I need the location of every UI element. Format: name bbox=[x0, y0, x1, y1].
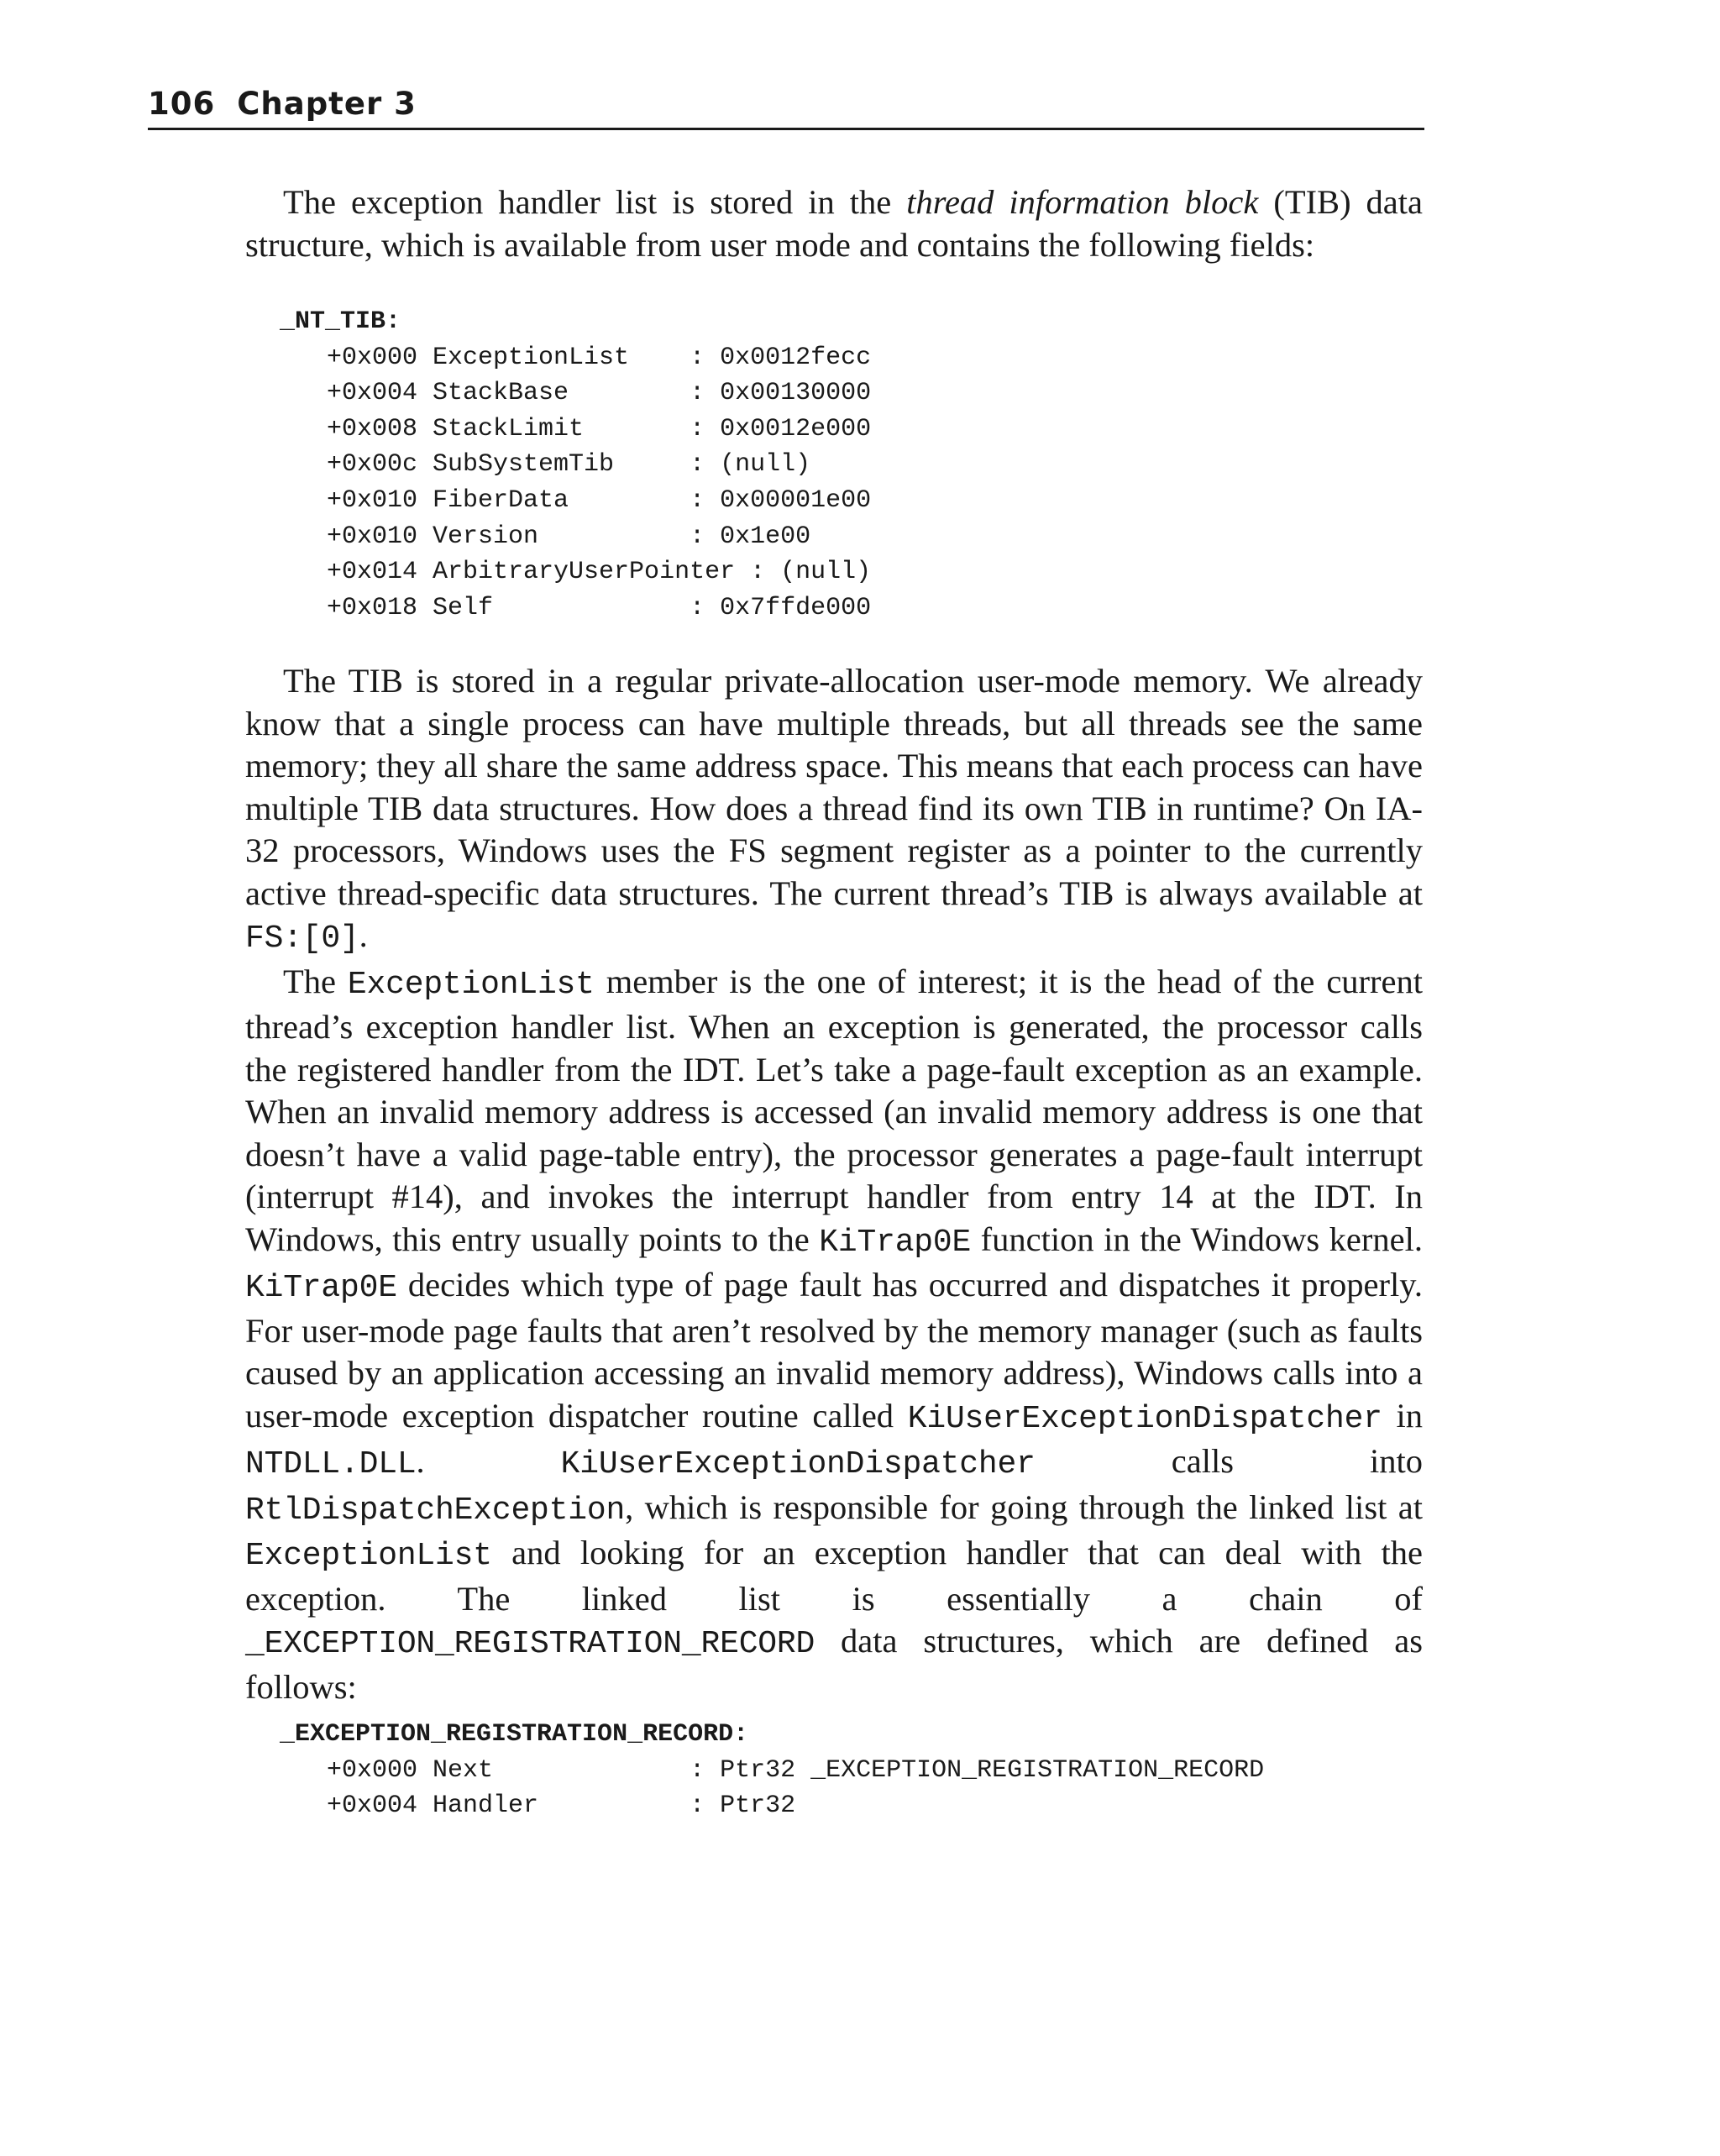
text-run: function in the Windows kernel. bbox=[971, 1220, 1423, 1258]
text-run: decides which type of page fault has occurred and dispatches it properly. For user-mode page faults that aren’t resolved by the memory manager (such as faults caused by an application accessing an invalid memory address), Windows calls into a user-mode exception dispatcher routine called bbox=[245, 1266, 1423, 1435]
text-run: member is the one of interest; it is the head of the current thread’s exception handler list. When an exception is generated, the processor calls the registered handler from the IDT. Let’s take a page-fault exception as an example. When an invalid memory address is accessed (an invalid memory address is one that doesn’t have a valid page-table entry), the processor generates a page-fault interrupt (interrupt #14), and invokes the interrupt handler from entry 14 at the IDT. In Windows, this entry usually points to the bbox=[245, 962, 1424, 1258]
code-line: +0x004 StackBase : 0x00130000 bbox=[327, 379, 872, 408]
text-run: . bbox=[416, 1442, 561, 1480]
code-listing-title: _EXCEPTION_REGISTRATION_RECORD: bbox=[280, 1720, 749, 1749]
text-run: . bbox=[359, 916, 368, 954]
code-line: +0x00c SubSystemTib : (null) bbox=[327, 450, 811, 480]
inline-code: FS:[0] bbox=[245, 921, 359, 957]
text-run: The TIB is stored in a regular private-allocation user-mode memory. We already know that a single process can have multiple threads, but all threads see the same memory; they all share the same address space. This means that each process can have multiple TIB data structures. How does a thread find its own TIB in runtime? On IA-32 processors, Windows uses the FS segment register as a pointer to the currently active thread-specific data structures. The current thread’s TIB is always available at bbox=[245, 662, 1423, 912]
code-line: +0x004 Handler : Ptr32 bbox=[327, 1791, 796, 1821]
exception-list-paragraph bbox=[245, 961, 1423, 1709]
body-paragraph-block bbox=[245, 660, 1423, 1708]
code-line: +0x018 Self : 0x7ffde000 bbox=[327, 593, 872, 622]
tib-paragraph bbox=[245, 660, 1423, 961]
inline-code: _EXCEPTION_REGISTRATION_RECORD bbox=[245, 1626, 815, 1662]
inline-code: KiTrap0E bbox=[819, 1224, 972, 1261]
code-line: +0x000 ExceptionList : 0x0012fecc bbox=[327, 343, 872, 372]
text-run: calls into bbox=[1035, 1442, 1423, 1480]
text-run: , which is responsible for going through the linked list at bbox=[625, 1487, 1423, 1526]
page-number: 106 bbox=[148, 86, 216, 122]
text-run: in bbox=[1382, 1396, 1423, 1435]
page-header bbox=[148, 81, 1424, 130]
text-run: (TIB) data structure, which is available from user mode and contains the following fields: bbox=[245, 183, 1423, 264]
emphasis-term: thread information block bbox=[906, 183, 1259, 221]
code-listing-title: _NT_TIB: bbox=[280, 307, 401, 336]
code-line: +0x008 StackLimit : 0x0012e000 bbox=[327, 414, 872, 443]
inline-code: NTDLL.DLL bbox=[245, 1446, 417, 1482]
code-line: +0x010 Version : 0x1e00 bbox=[327, 522, 811, 551]
inline-code: KiUserExceptionDispatcher bbox=[560, 1446, 1036, 1482]
text-run: and looking for an exception handler that can deal with the exception. The linked list is essentially a chain of bbox=[245, 1534, 1423, 1618]
exception-registration-record-code-listing bbox=[280, 1717, 1264, 1824]
text-run: The exception handler list is stored in the bbox=[283, 183, 907, 221]
inline-code: RtlDispatchException bbox=[245, 1492, 626, 1529]
text-run: data structures, which are defined as follows: bbox=[245, 1622, 1423, 1706]
intro-paragraph-block bbox=[245, 181, 1423, 266]
code-line: +0x014 ArbitraryUserPointer : (null) bbox=[327, 558, 872, 587]
inline-code: ExceptionList bbox=[347, 966, 595, 1003]
code-line: +0x000 Next : Ptr32 _EXCEPTION_REGISTRATION_RECORD bbox=[327, 1755, 1265, 1785]
inline-code: KiUserExceptionDispatcher bbox=[907, 1400, 1382, 1437]
nt-tib-code-listing bbox=[280, 304, 871, 626]
code-line: +0x010 FiberData : 0x00001e00 bbox=[327, 485, 872, 515]
intro-paragraph bbox=[245, 181, 1423, 266]
chapter-label: Chapter 3 bbox=[237, 86, 417, 122]
inline-code: KiTrap0E bbox=[245, 1270, 397, 1306]
text-run: The bbox=[283, 962, 348, 1000]
inline-code: ExceptionList bbox=[245, 1538, 492, 1574]
